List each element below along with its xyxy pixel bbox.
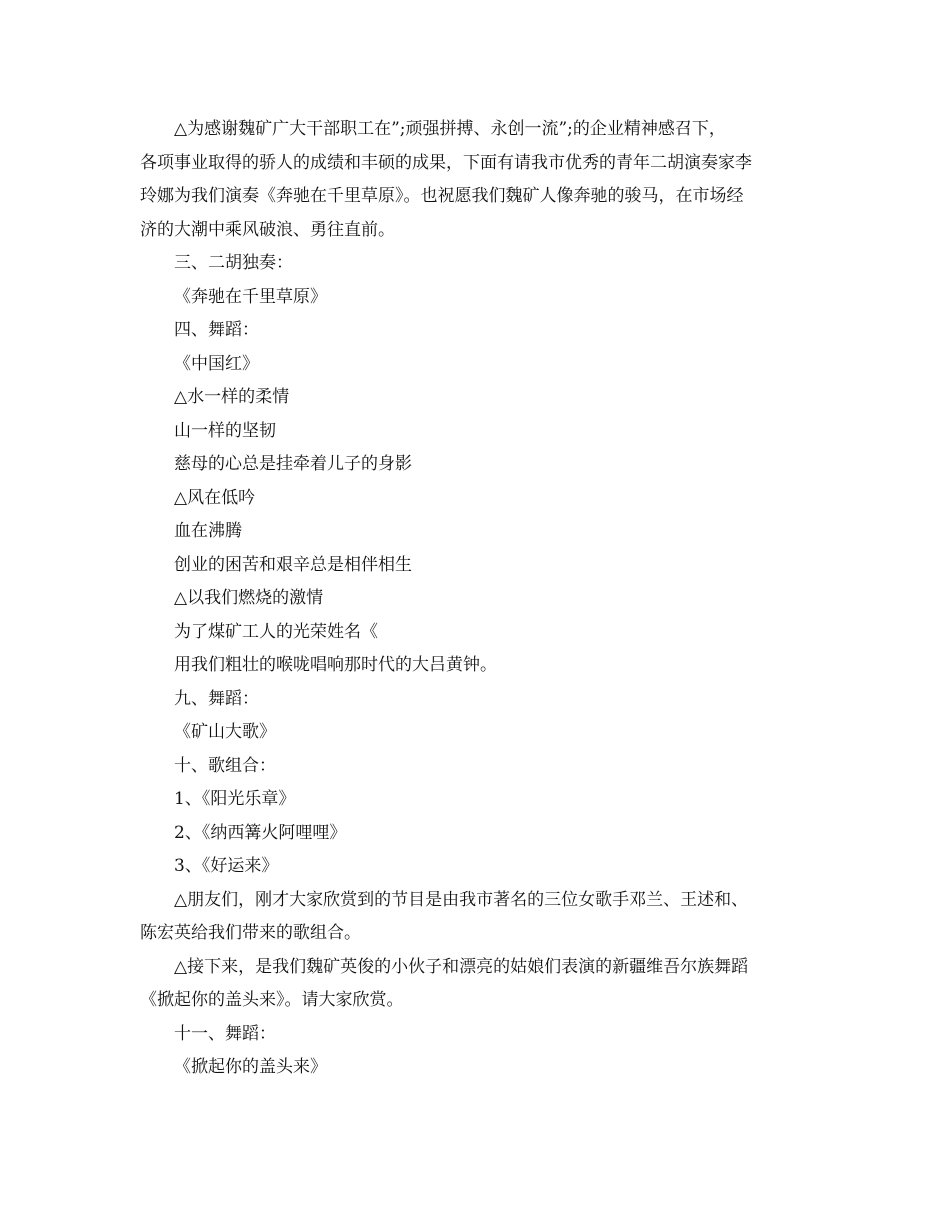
program-item: 九、舞蹈： [174, 688, 259, 709]
program-item: 《奔驰在千里草原》 [174, 286, 327, 307]
poem-line: 慈母的心总是挂牵着儿子的身影 [174, 454, 412, 474]
program-item: 《掀起你的盖头来》 [174, 1057, 327, 1077]
program-item: 四、舞蹈： [174, 320, 259, 340]
poem-line: △以我们燃烧的激情 [174, 588, 324, 608]
program-item: 十、歌组合： [174, 755, 276, 776]
paragraph-line: 玲娜为我们演奏《奔驰在千里草原》。也祝愿我们魏矿人像奔驰的骏马，在市场经 [140, 186, 744, 206]
program-item: 十一、舞蹈： [174, 1023, 276, 1044]
program-item: 1、《阳光乐章》 [174, 789, 296, 809]
paragraph-line: △接下来，是我们魏矿英俊的小伙子和漂亮的姑娘们表演的新疆维吾尔族舞蹈 [174, 956, 749, 977]
intro-paragraph [140, 113, 812, 247]
paragraph-line: 济的大潮中乘风破浪、勇往直前。 [140, 219, 395, 240]
poem-line: 为了煤矿工人的光荣姓名《 [174, 621, 378, 642]
paragraph-line: △为感谢魏矿广大干部职工在”;顽强拼搏、永创一流”;的企业精神感召下， [174, 119, 726, 139]
program-item: 《中国红》 [174, 353, 259, 374]
poem-line: △风在低吟 [174, 487, 256, 508]
paragraph-line: △朋友们，刚才大家欣赏到的节目是由我市著名的三位女歌手邓兰、王述和、 [174, 889, 749, 910]
program-item: 3、《好运来》 [174, 856, 279, 876]
program-item: 2、《纳西篝火阿哩哩》 [174, 822, 347, 843]
poem-line: △水一样的柔情 [174, 387, 290, 407]
program-item: 三、二胡独奏： [174, 253, 293, 273]
narration-paragraph [140, 884, 812, 951]
paragraph-line: 陈宏英给我们带来的歌组合。 [140, 923, 361, 943]
paragraph-line: 《掀起你的盖头来》。请大家欣赏。 [140, 990, 404, 1010]
document-body [140, 113, 812, 1085]
paragraph-line: 各项事业取得的骄人的成绩和丰硕的成果，下面有请我市优秀的青年二胡演奏家李 [140, 152, 752, 173]
poem-line: 山一样的坚韧 [174, 420, 276, 441]
poem-line: 用我们粗壮的喉咙唱响那时代的大吕黄钟。 [174, 655, 497, 675]
program-list [140, 247, 812, 884]
program-item: 《矿山大歌》 [174, 722, 276, 742]
closing-list [140, 1018, 812, 1085]
narration-paragraph [140, 951, 812, 1018]
poem-line: 创业的困苦和艰辛总是相伴相生 [174, 554, 412, 575]
poem-line: 血在沸腾 [174, 521, 242, 541]
